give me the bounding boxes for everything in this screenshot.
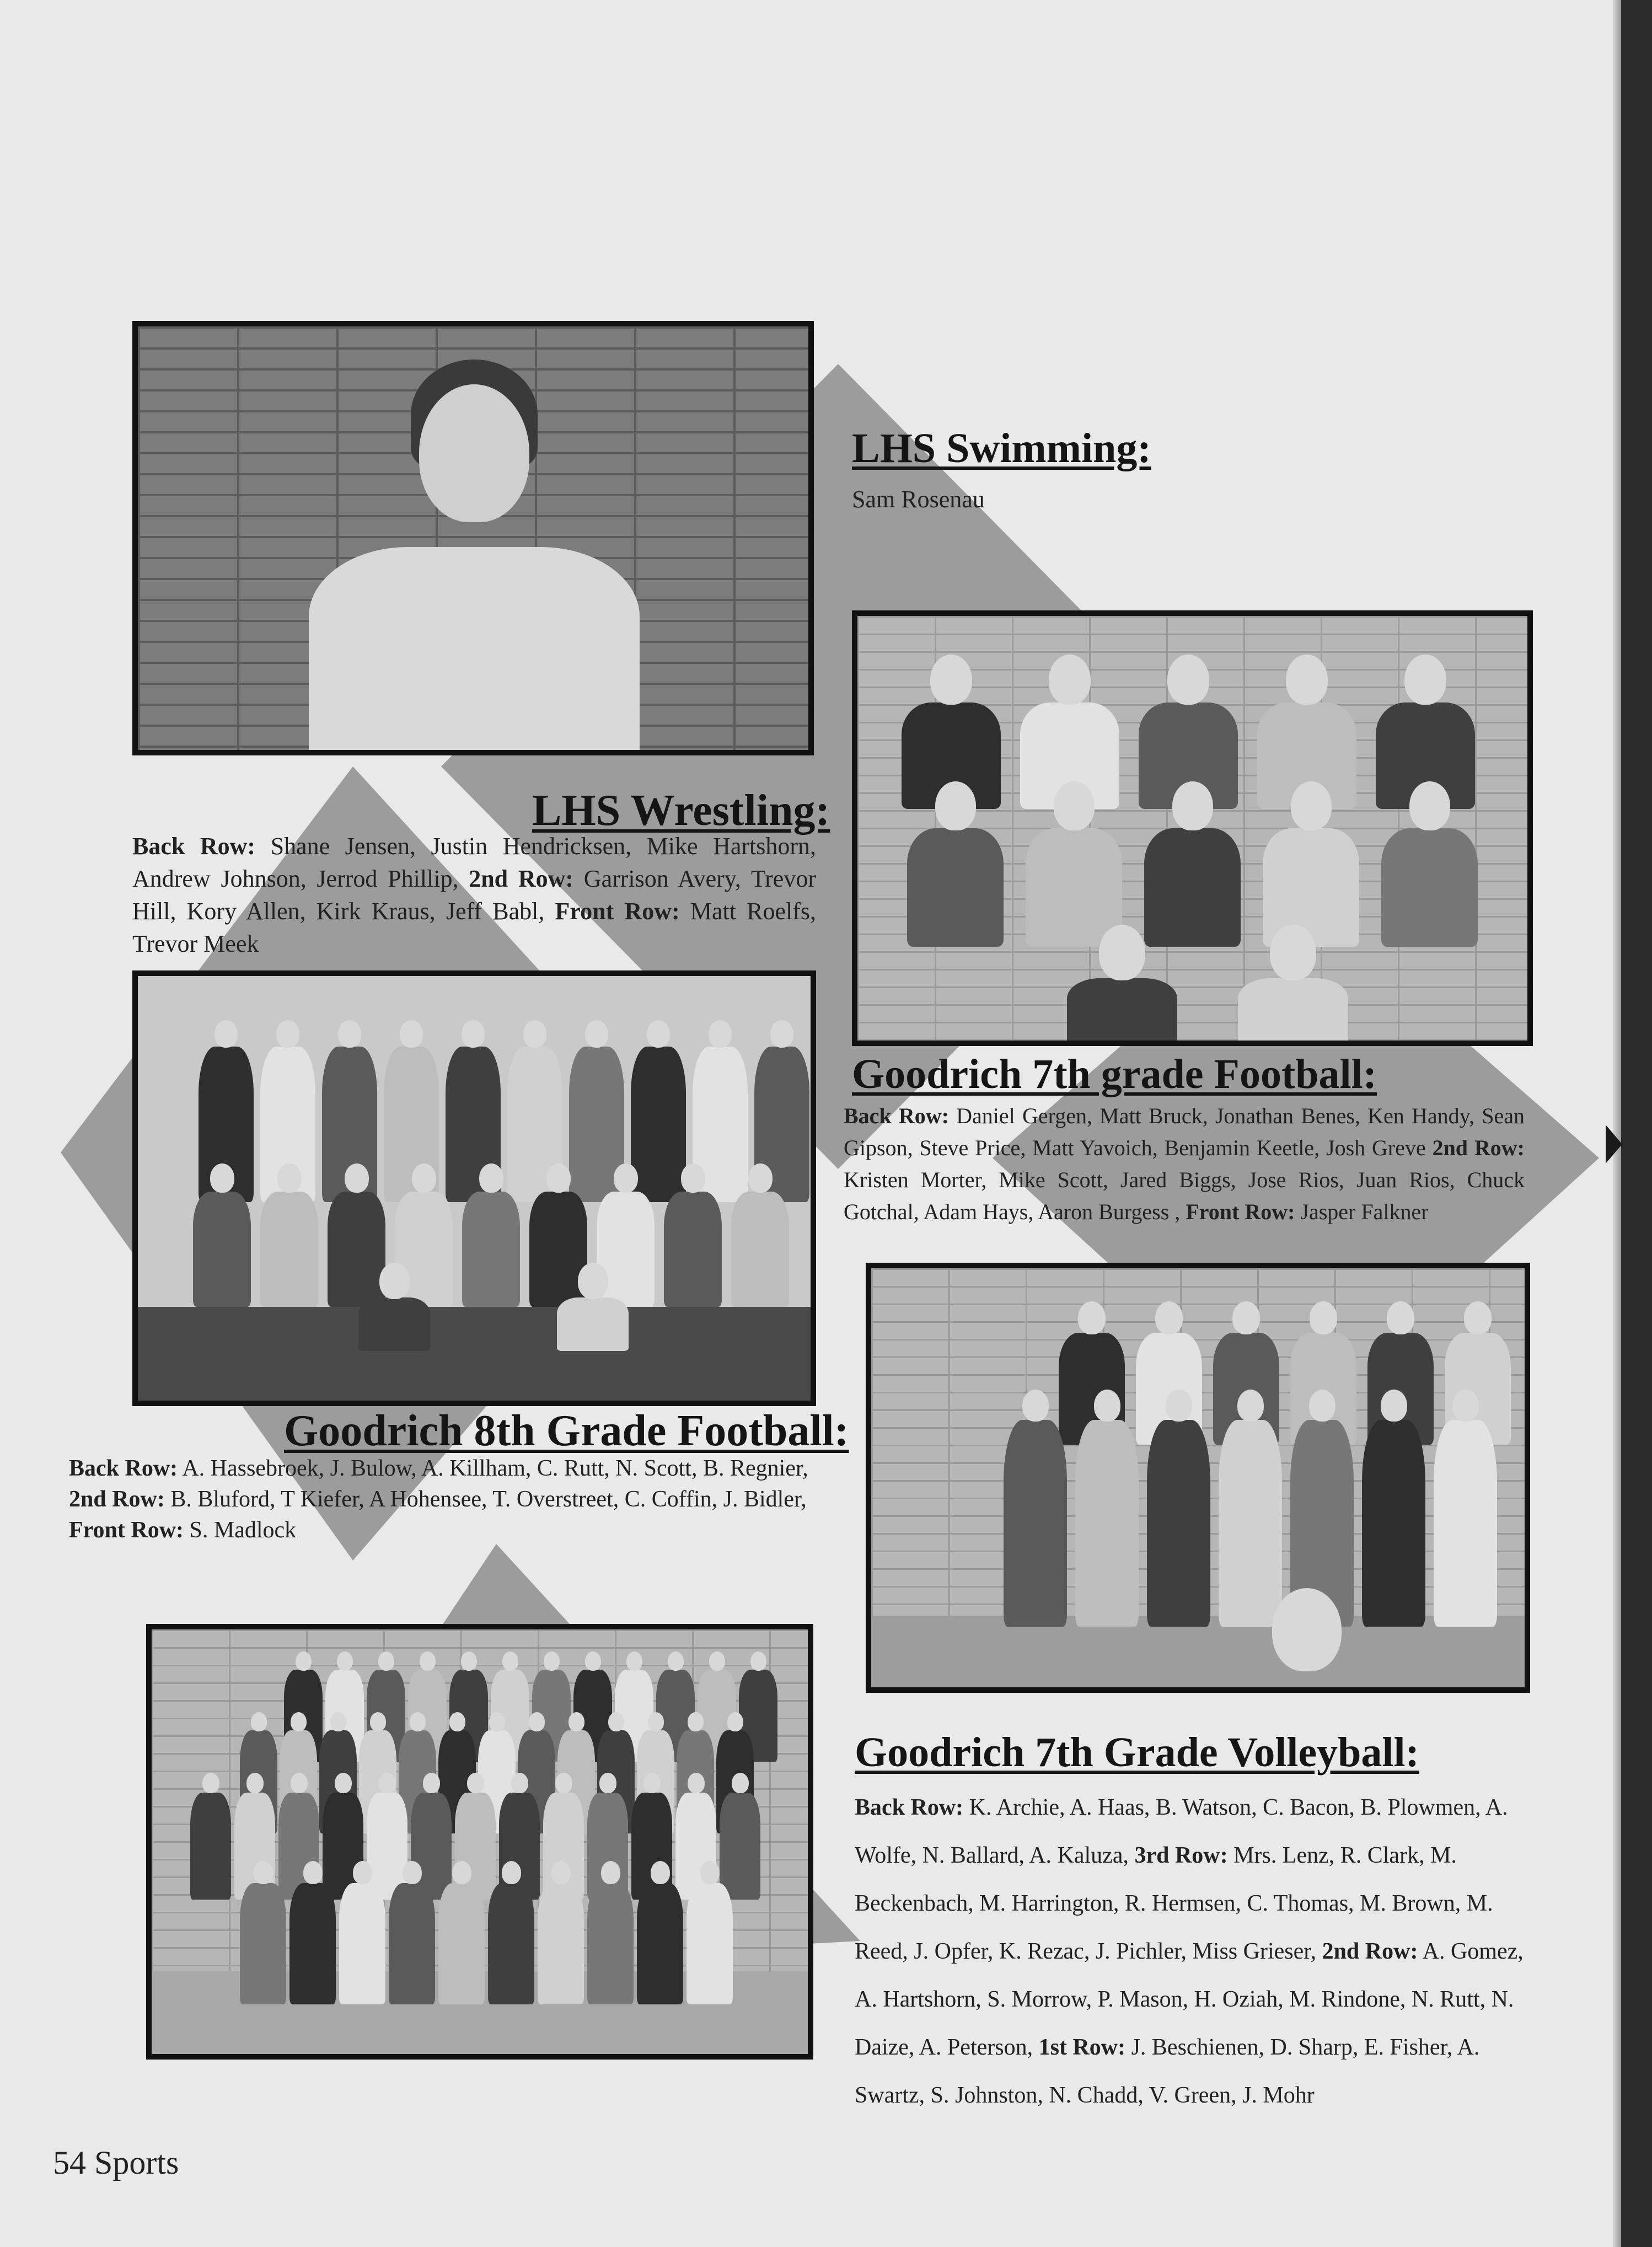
group-person bbox=[193, 1163, 251, 1307]
volleyball-1st-names: J. Beschienen, D. Sharp, E. Fisher, A. Swartz, S. Johnston, N. Chadd, V. Green, J. Mohr bbox=[855, 2035, 1480, 2108]
football7-back-label: Back Row: bbox=[844, 1103, 949, 1128]
volleyball-1st-label: 1st Row: bbox=[1038, 2035, 1126, 2060]
football7-2nd-label: 2nd Row: bbox=[1432, 1135, 1525, 1160]
page-folio: 54 Sports bbox=[53, 2144, 179, 2181]
football8-2nd-names: B. Bluford, T Kiefer, A Hohensee, T. Overstreet, C. Coffin, J. Bidler, bbox=[164, 1487, 807, 1512]
group-person bbox=[339, 1861, 385, 2004]
group-person bbox=[462, 1163, 520, 1307]
football8-front-label: Front Row: bbox=[69, 1517, 184, 1543]
group-person bbox=[488, 1861, 534, 2004]
group-person bbox=[731, 1163, 789, 1307]
volleyball-caption bbox=[855, 1784, 1536, 2120]
group-person bbox=[438, 1861, 485, 2004]
swimming-photo bbox=[132, 321, 814, 755]
group-person bbox=[1238, 925, 1348, 1046]
football8-caption bbox=[69, 1453, 841, 1546]
football8-back-names: A. Hassebroek, J. Bulow, A. Killham, C. Rutt, N. Scott, B. Regnier, bbox=[178, 1456, 808, 1481]
group-person bbox=[1224, 1588, 1390, 1665]
group-person bbox=[389, 1861, 435, 2004]
group-person bbox=[664, 1163, 722, 1307]
group-person bbox=[587, 1861, 634, 2004]
wrestling-2nd-label: 2nd Row: bbox=[469, 865, 574, 892]
football8-heading: Goodrich 8th Grade Football: bbox=[284, 1407, 849, 1455]
group-person bbox=[637, 1861, 683, 2004]
volleyball-3rd-names: Mrs. Lenz, R. Clark, M. Beckenbach, M. Harrington, R. Hermsen, C. Thomas, M. Brown, M. Reed, J. Opfer, K. Rezac, J. Pichler, Miss Grieser, bbox=[855, 1843, 1493, 1964]
group-person bbox=[1147, 1390, 1210, 1627]
swimming-names: Sam Rosenau bbox=[852, 486, 985, 513]
group-person bbox=[260, 1163, 318, 1307]
group-person bbox=[1144, 781, 1241, 947]
wrestling-heading: LHS Wrestling: bbox=[532, 786, 830, 835]
football7-photo bbox=[852, 610, 1533, 1046]
wrestling-photo bbox=[132, 970, 816, 1406]
football7-2nd-names: Kristen Morter, Mike Scott, Jared Biggs, Jose Rios, Juan Rios, Chuck Gotchal, Adam Hays, Aaron Burgess , bbox=[844, 1167, 1525, 1224]
swimming-heading: LHS Swimming: bbox=[852, 425, 1151, 471]
group-person bbox=[557, 1263, 629, 1351]
page-edge bbox=[1613, 0, 1621, 2247]
wrestling-2nd-names: Garrison Avery, Trevor Hill, Kory Allen, Kirk Kraus, Jeff Babl, bbox=[132, 865, 816, 925]
volleyball-2nd-names: A. Gomez, A. Hartshorn, S. Morrow, P. Mason, H. Oziah, M. Rindone, N. Rutt, N. Daize, A. Peterson, bbox=[855, 1939, 1524, 2060]
football7-caption bbox=[844, 1100, 1525, 1228]
volleyball-back-label: Back Row: bbox=[855, 1795, 964, 1820]
group-person bbox=[1381, 781, 1478, 947]
football8-2nd-label: 2nd Row: bbox=[69, 1487, 165, 1512]
group-person bbox=[907, 781, 1004, 947]
football8-front-names: S. Madlock bbox=[184, 1517, 297, 1543]
football7-heading: Goodrich 7th grade Football: bbox=[852, 1051, 1377, 1097]
group-person bbox=[1067, 925, 1177, 1046]
football8-photo bbox=[866, 1263, 1530, 1693]
group-person bbox=[1004, 1390, 1067, 1627]
volleyball-photo bbox=[146, 1624, 813, 2060]
group-person bbox=[1263, 781, 1359, 947]
group-person bbox=[686, 1861, 733, 2004]
group-person bbox=[1434, 1390, 1497, 1627]
football8-back-label: Back Row: bbox=[69, 1456, 178, 1481]
group-person bbox=[358, 1263, 430, 1351]
volleyball-3rd-label: 3rd Row: bbox=[1134, 1843, 1228, 1868]
group-person bbox=[538, 1861, 584, 2004]
football7-front-names: Jasper Falkner bbox=[1295, 1199, 1429, 1224]
group-person bbox=[1075, 1390, 1139, 1627]
group-person bbox=[240, 1861, 286, 2004]
group-person bbox=[289, 1861, 336, 2004]
wrestling-caption bbox=[132, 830, 816, 960]
volleyball-back-names: K. Archie, A. Haas, B. Watson, C. Bacon, B. Plowmen, A. Wolfe, N. Ballard, A. Kaluza, bbox=[855, 1795, 1508, 1868]
wrestling-front-label: Front Row: bbox=[555, 898, 680, 925]
group-person bbox=[190, 1773, 231, 1900]
swimmer-figure bbox=[309, 360, 640, 755]
volleyball-2nd-label: 2nd Row: bbox=[1322, 1939, 1418, 1964]
football7-back-names: Daniel Gergen, Matt Bruck, Jonathan Benes, Ken Handy, Sean Gipson, Steve Price, Matt Yavoich, Benjamin Keetle, Josh Greve bbox=[844, 1103, 1525, 1160]
binding-spine bbox=[1621, 0, 1652, 2247]
page-tab-arrow-icon bbox=[1606, 1125, 1622, 1163]
football7-front-label: Front Row: bbox=[1186, 1199, 1295, 1224]
wrestling-front-names: Matt Roelfs, Trevor Meek bbox=[132, 898, 816, 957]
group-person bbox=[1026, 781, 1122, 947]
wrestling-back-names: Shane Jensen, Justin Hendricksen, Mike Hartshorn, Andrew Johnson, Jerrod Phillip, bbox=[132, 833, 816, 892]
volleyball-heading: Goodrich 7th Grade Volleyball: bbox=[855, 1729, 1419, 1776]
wrestling-back-label: Back Row: bbox=[132, 833, 256, 860]
